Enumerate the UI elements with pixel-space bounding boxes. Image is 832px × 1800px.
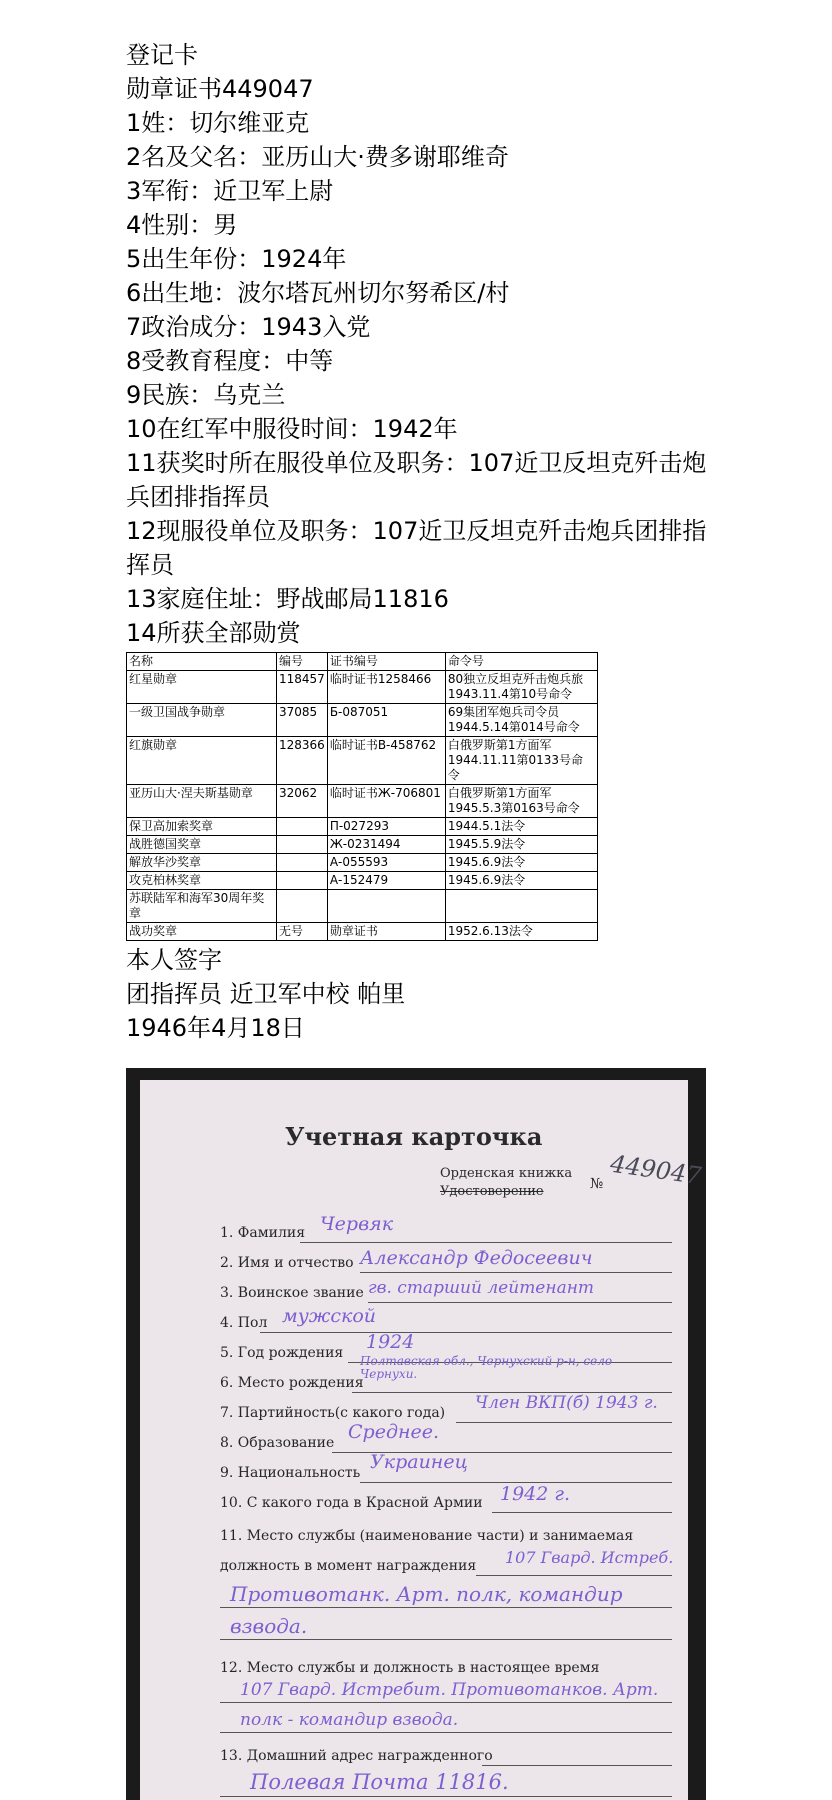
awards-table	[126, 652, 598, 941]
table-cell: А-152479	[327, 872, 445, 890]
table-cell: 1952.6.13法令	[445, 923, 597, 941]
card-handwriting: Украинец	[370, 1451, 468, 1473]
table-row	[127, 854, 598, 872]
document-text	[126, 38, 726, 1045]
order-book-number: 勋章证书449047	[126, 75, 314, 103]
table-cell	[277, 854, 328, 872]
card-handwriting: мужской	[282, 1305, 377, 1327]
card-row	[220, 1278, 680, 1301]
education-line: 8受教育程度：中等	[126, 347, 334, 375]
card-handwriting: гв. старший лейтенант	[368, 1278, 595, 1298]
table-cell: 保卫高加索奖章	[127, 818, 277, 836]
card-handwriting: 107 Гвард. Истребит. Противотанков. Арт.	[240, 1680, 659, 1700]
card-handwriting: Червяк	[320, 1213, 394, 1235]
card-row	[220, 1748, 680, 1764]
table-cell: 苏联陆军和海军30周年奖章	[127, 890, 277, 923]
table-cell: 69集团军炮兵司令员1944.5.14第014号命令	[445, 704, 597, 737]
table-row	[127, 890, 598, 923]
table-cell: 战胜德国奖章	[127, 836, 277, 854]
card-handwriting: 1942 г.	[500, 1483, 571, 1505]
card-row	[220, 1354, 680, 1391]
card-row	[220, 1213, 680, 1241]
card-row-label: 13. Домашний адрес награжденного	[220, 1748, 493, 1764]
card-underline	[360, 1272, 672, 1273]
table-cell: 37085	[277, 704, 328, 737]
awards-heading: 14所获全部勋赏	[126, 619, 301, 647]
table-cell: 战功奖章	[127, 923, 277, 941]
card-row-label: 1. Фамилия	[220, 1225, 306, 1241]
card-handwriting: Полтавская обл., Чернухский р-н, село Чернухи.	[360, 1354, 613, 1381]
card-underline	[300, 1242, 672, 1243]
table-row	[127, 704, 598, 737]
table-header-cell: 名称	[127, 653, 277, 671]
table-cell: П-027293	[327, 818, 445, 836]
card-handwritten-number: 449047	[608, 1149, 704, 1191]
service-start-line: 10在红军中服役时间：1942年	[126, 415, 458, 443]
card-underline	[492, 1512, 672, 1513]
doc-title: 登记卡	[126, 41, 198, 69]
home-address-line: 13家庭住址：野战邮局11816	[126, 585, 449, 613]
signature-label: 本人签字	[126, 946, 222, 974]
card-handwriting: Полевая Почта 11816.	[250, 1770, 509, 1794]
table-cell	[327, 890, 445, 923]
table-cell: 一级卫国战争勋章	[127, 704, 277, 737]
table-cell: 1945.5.9法令	[445, 836, 597, 854]
table-cell: 临时证书Ж-706801	[327, 785, 445, 818]
table-cell: 128366	[277, 737, 328, 785]
nationality-line: 9民族：乌克兰	[126, 381, 286, 409]
card-underline	[456, 1422, 672, 1423]
table-cell: 1944.5.1法令	[445, 818, 597, 836]
rank-line: 3军衔：近卫军上尉	[126, 177, 334, 205]
table-row	[127, 836, 598, 854]
card-row	[220, 1247, 680, 1271]
card-row	[220, 1451, 680, 1481]
current-service-line: 12现服役单位及职务：107近卫反坦克歼击炮兵团排指挥员	[126, 517, 707, 579]
table-row	[127, 737, 598, 785]
card-underline	[482, 1765, 672, 1766]
card-row	[220, 1660, 680, 1676]
table-cell	[277, 890, 328, 923]
table-cell: 1945.6.9法令	[445, 854, 597, 872]
registration-card-scan	[140, 1080, 704, 1800]
service-at-award-line: 11获奖时所在服役单位及职务：107近卫反坦克歼击炮兵团排指挥员	[126, 449, 707, 511]
card-row-label: 6. Место рождения	[220, 1375, 364, 1391]
card-handwriting: взвода.	[230, 1614, 308, 1638]
birth-year-line: 5出生年份：1924年	[126, 245, 347, 273]
birthplace-line: 6出生地：波尔塔瓦州切尔努希区/村	[126, 279, 510, 307]
table-row	[127, 671, 598, 704]
card-handwriting: Противотанк. Арт. полк, командир	[230, 1582, 623, 1606]
card-row-label: 10. С какого года в Красной Армии	[220, 1495, 483, 1511]
card-row	[220, 1528, 680, 1544]
card-row-label: должность в момент награждения	[220, 1558, 477, 1574]
card-underline	[220, 1639, 672, 1640]
card-title: Учетная карточка	[285, 1122, 543, 1151]
table-header-row	[127, 653, 598, 671]
card-handwriting: Александр Федосеевич	[360, 1247, 593, 1269]
card-row-label: 4. Пол	[220, 1315, 268, 1331]
table-header-cell: 编号	[277, 653, 328, 671]
table-cell: 红旗勋章	[127, 737, 277, 785]
surname-line: 1姓：切尔维亚克	[126, 109, 310, 137]
card-row	[220, 1421, 680, 1451]
card-row-label: 2. Имя и отчество	[220, 1255, 354, 1271]
table-cell: 白俄罗斯第1方面军1945.5.3第0163号命令	[445, 785, 597, 818]
card-row-label: 12. Место службы и должность в настоящее время	[220, 1660, 600, 1676]
card-row-label: 9. Национальность	[220, 1465, 361, 1481]
card-row-label: 5. Год рождения	[220, 1345, 344, 1361]
table-cell: 80独立反坦克歼击炮兵旅1943.11.4第10号命令	[445, 671, 597, 704]
card-order-book-label: Орденская книжка	[440, 1166, 573, 1181]
card-handwriting: Член ВКП(б) 1943 г.	[475, 1393, 658, 1413]
card-handwriting: Среднее.	[348, 1421, 440, 1443]
table-cell: 勋章证书	[327, 923, 445, 941]
sex-line: 4性别：男	[126, 211, 238, 239]
card-underline	[260, 1332, 672, 1333]
table-cell: 攻克柏林奖章	[127, 872, 277, 890]
table-header-cell: 证书编号	[327, 653, 445, 671]
table-cell: Б-087051	[327, 704, 445, 737]
table-cell: 118457	[277, 671, 328, 704]
table-row	[127, 818, 598, 836]
commander-line: 团指挥员 近卫军中校 帕里	[126, 980, 406, 1008]
card-row	[220, 1548, 680, 1574]
card-row-label: 11. Место службы (наименование части) и занимаемая	[220, 1528, 634, 1544]
party-line: 7政治成分：1943入党	[126, 313, 371, 341]
card-underline	[220, 1702, 672, 1703]
table-cell: 无号	[277, 923, 328, 941]
card-underline	[220, 1607, 672, 1608]
date-line: 1946年4月18日	[126, 1014, 305, 1042]
card-row-label: 8. Образование	[220, 1435, 335, 1451]
card-row	[220, 1393, 680, 1421]
table-cell	[277, 872, 328, 890]
table-cell: Ж-0231494	[327, 836, 445, 854]
card-underline	[476, 1575, 672, 1576]
table-cell	[445, 890, 597, 923]
card-handwriting: 1924	[366, 1331, 415, 1353]
table-cell: 32062	[277, 785, 328, 818]
table-cell: 白俄罗斯第1方面军1944.11.11第0133号命令	[445, 737, 597, 785]
table-cell: 1945.6.9法令	[445, 872, 597, 890]
table-cell	[277, 818, 328, 836]
card-row-label: 7. Партийность(с какого года)	[220, 1405, 446, 1421]
table-header-cell: 命令号	[445, 653, 597, 671]
table-cell: 临时证书1258466	[327, 671, 445, 704]
table-cell: 临时证书B-458762	[327, 737, 445, 785]
table-cell: 亚历山大·涅夫斯基勋章	[127, 785, 277, 818]
table-row	[127, 872, 598, 890]
card-handwriting: полк - командир взвода.	[240, 1710, 459, 1730]
table-row	[127, 923, 598, 941]
card-underline	[220, 1732, 672, 1733]
card-number-sign: №	[590, 1176, 604, 1192]
table-row	[127, 785, 598, 818]
card-photo	[126, 1068, 706, 1800]
card-row-label: 3. Воинское звание	[220, 1285, 364, 1301]
card-handwriting: 107 Гвард. Истреб.	[505, 1548, 674, 1567]
card-row	[220, 1483, 680, 1511]
name-patronymic-line: 2名及父名：亚历山大·费多谢耶维奇	[126, 143, 509, 171]
card-certificate-label: Удостоверение	[440, 1184, 544, 1199]
card-underline	[220, 1796, 672, 1797]
card-row	[220, 1305, 680, 1331]
table-cell: 红星勋章	[127, 671, 277, 704]
table-cell: 解放华沙奖章	[127, 854, 277, 872]
table-cell: А-055593	[327, 854, 445, 872]
card-underline	[368, 1302, 672, 1303]
table-cell	[277, 836, 328, 854]
